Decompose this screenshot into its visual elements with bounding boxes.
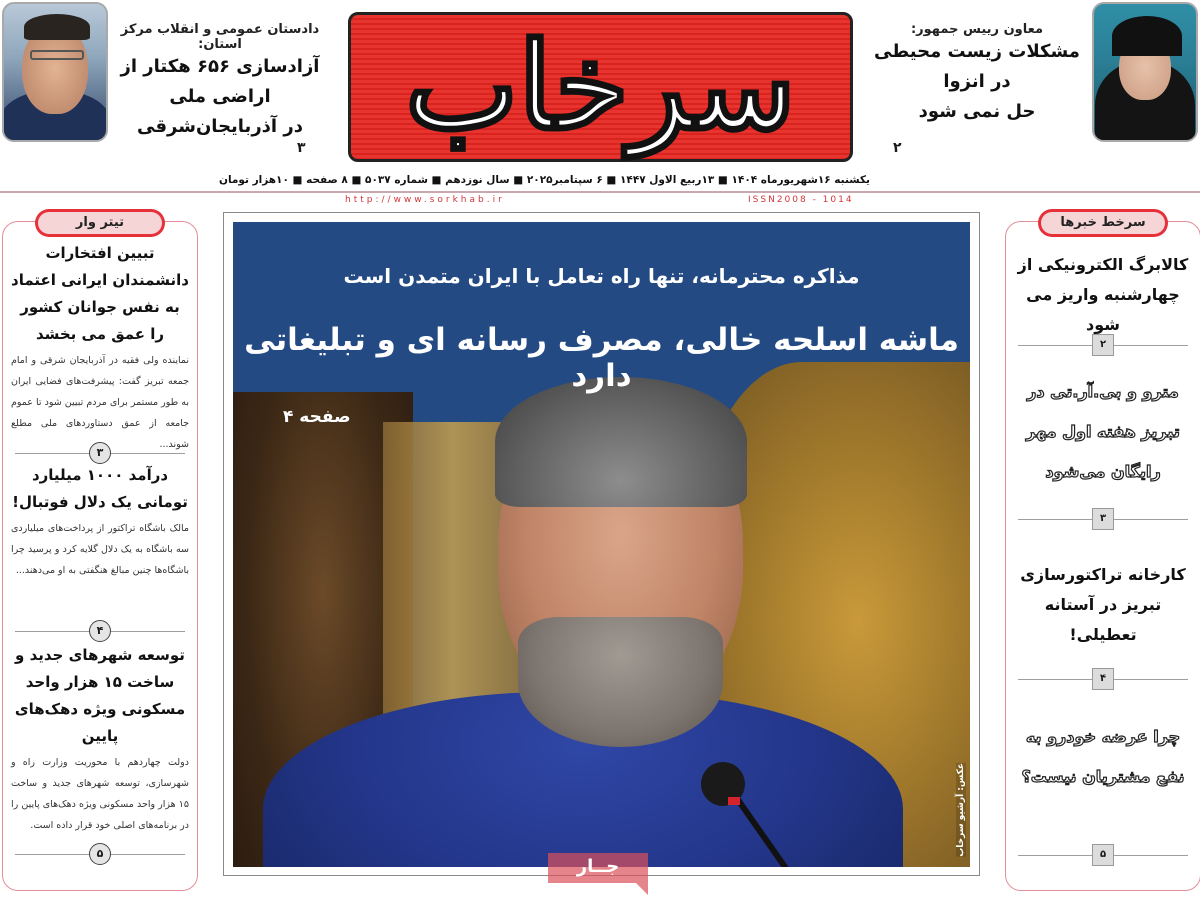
teaser-photo-vice-president[interactable]	[1092, 2, 1198, 142]
panel-tag	[35, 209, 165, 237]
lead-story-photo	[233, 222, 970, 867]
page-number-badge: ۲	[1092, 334, 1114, 356]
story-divider	[15, 847, 185, 860]
teaser-title-line2: حل نمی شود	[918, 101, 1036, 122]
left-story-1[interactable]	[11, 240, 189, 455]
photo-figure-glasses	[30, 50, 84, 60]
teaser-photo-prosecutor[interactable]	[2, 2, 108, 142]
page-number-badge: ۴	[89, 620, 111, 642]
lead-story-headline: ماشه اسلحه خالی، مصرف رسانه ای و تبلیغاتی دارد	[244, 322, 959, 394]
teaser-title-line2: در آذربایجان‌شرقی	[137, 116, 303, 137]
right-story-2[interactable]	[1014, 372, 1192, 492]
story-headline: تبیین افتخارات دانشمندان ایرانی اعتماد به نفس جوانان کشور را عمق می بخشد	[11, 244, 189, 343]
story-lead: مالک باشگاه تراکتور از پرداخت‌های میلیاردی سه باشگاه به یک دلال گلایه کرد و پرسید چرا باشگاه‌ها چنین مبالغ هنگفتی به او می‌دهند...	[11, 523, 189, 576]
right-story-4[interactable]	[1014, 717, 1192, 797]
page-number-badge: ۳	[1092, 508, 1114, 530]
story-headline: کالابرگ الکترونیکی از چهارشنبه واریز می شود	[1017, 255, 1189, 334]
left-story-3[interactable]	[11, 642, 189, 836]
panel-tag-label: سرخط خبرها	[1041, 212, 1165, 234]
issn-number: ISSN2008 - 1014	[748, 195, 854, 205]
lead-story[interactable]	[223, 212, 980, 876]
teaser-right-page: ۲	[893, 140, 902, 156]
story-lead: نماینده ولی فقیه در آذربایجان شرقی و امام جمعه تبریز گفت: پیشرفت‌های فضایی ایران به طور مستمر برای مردم تبیین شود تا عموم جامعه از عمق دستاوردهای ملی مطلع شوند...	[11, 355, 189, 450]
issue-info-line: یکشنبه ۱۶شهریورماه ۱۴۰۴ ■ ۱۳ربیع الاول ۱۴۴۷ ■ ۶ سپتامبر۲۰۲۵ ■ سال نوزدهم ■ شماره ۵۰۳۷ ■ ۸ صفحه ■ ۱۰هزار تومان	[218, 174, 870, 186]
headlines-panel-left	[2, 215, 198, 891]
photo-figure-hair	[495, 377, 747, 507]
photo-figure-beard	[518, 617, 723, 747]
story-lead: دولت چهاردهم با محوریت وزارت راه و شهرسازی، توسعه شهرهای جدید و ساخت ۱۵ هزار واحد مسکونی ویژه دهک‌های پایین را در برنامه‌های اصلی خود قرار داده است.	[11, 757, 189, 831]
story-divider	[1018, 339, 1188, 350]
page-number-badge: ۵	[1092, 844, 1114, 866]
teaser-left-page: ۳	[297, 140, 306, 156]
microphone-ring	[728, 797, 740, 805]
story-divider	[1018, 673, 1188, 684]
teaser-title: مشکلات زیست محیطی در انزوا	[874, 41, 1080, 92]
photo-credit: عکس: آرشیو سرخاب	[956, 763, 966, 857]
lead-story-page-ref[interactable]: صفحه ۴	[283, 407, 351, 427]
story-headline: درآمد ۱۰۰۰ میلیارد تومانی یک دلال فوتبال!	[12, 466, 188, 511]
page-number-badge: ۳	[89, 442, 111, 464]
source-watermark: جــار	[548, 853, 648, 883]
headlines-panel-right	[1005, 215, 1200, 891]
newspaper-logo[interactable]	[348, 12, 853, 162]
photo-figure-hijab	[1112, 16, 1182, 56]
teaser-left[interactable]	[115, 22, 325, 142]
lead-story-kicker: مذاکره محترمانه، تنها راه تعامل با ایران متمدن است	[343, 264, 860, 288]
story-divider	[1018, 849, 1188, 860]
panel-tag-label: تیتر وار	[38, 212, 162, 234]
teaser-kicker: دادستان عمومی و انقلاب مرکز استان:	[120, 22, 320, 52]
right-story-3[interactable]	[1014, 560, 1192, 650]
right-story-1[interactable]	[1014, 250, 1192, 340]
page-number-badge: ۴	[1092, 668, 1114, 690]
story-headline: کارخانه تراکتورسازی تبریز در آستانه تعطیلی!	[1020, 565, 1186, 644]
story-headline: چرا عرضه خودرو به نفع مشتریان نیست؟	[1021, 727, 1185, 786]
story-divider	[15, 624, 185, 637]
teaser-kicker: معاون رییس جمهور:	[910, 22, 1044, 37]
story-divider	[15, 446, 185, 459]
left-story-2[interactable]	[11, 462, 189, 581]
teaser-right[interactable]	[872, 22, 1082, 127]
logo-text: سرخاب	[405, 16, 796, 157]
story-headline: مترو و بی.آر.تی در تبریز هفته اول مهر رایگان می‌شود	[1026, 382, 1180, 481]
teaser-title: آزادسازی ۶۵۶ هکتار از اراضی ملی	[120, 56, 320, 107]
page-number-badge: ۵	[89, 843, 111, 865]
photo-figure-hair	[24, 14, 90, 40]
website-url[interactable]: http://www.sorkhab.ir	[345, 195, 505, 205]
panel-tag	[1038, 209, 1168, 237]
story-headline: توسعه شهرهای جدید و ساخت ۱۵ هزار واحد مسکونی ویژه دهک‌های پایین	[14, 646, 186, 745]
masthead-divider	[0, 191, 1200, 193]
story-divider	[1018, 513, 1188, 524]
